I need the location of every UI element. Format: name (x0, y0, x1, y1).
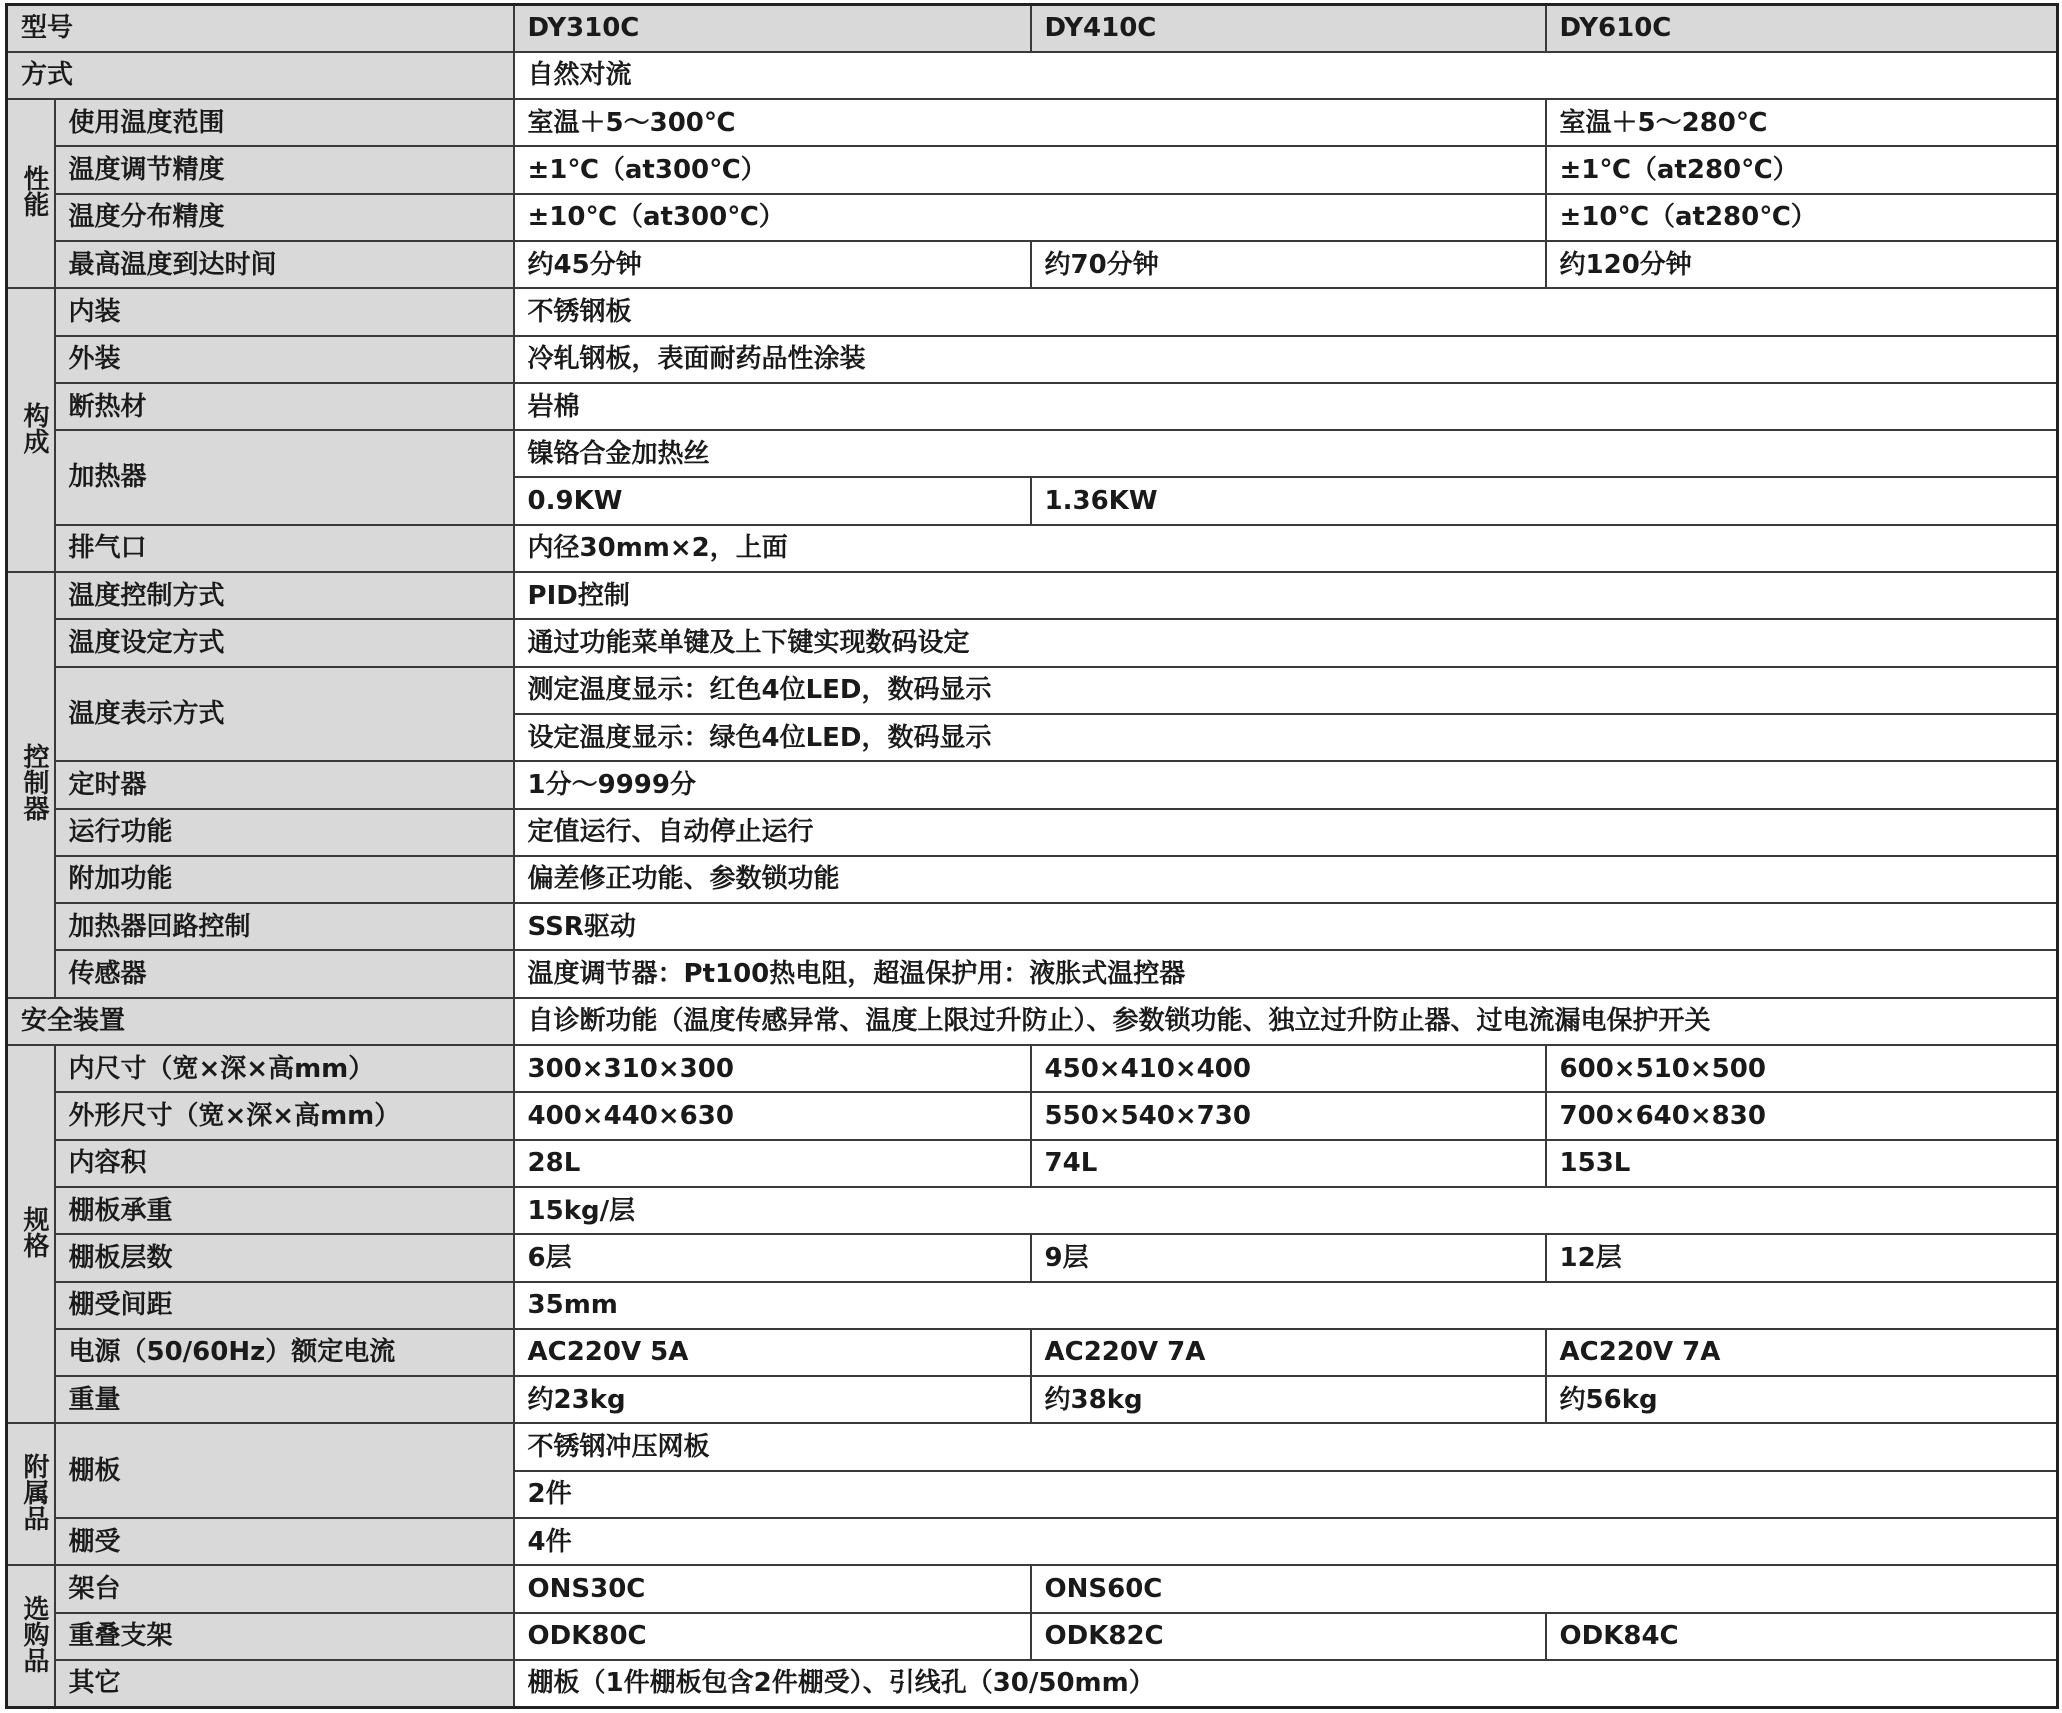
spec-value: ONS30C (514, 1565, 1031, 1612)
spec-row (7, 809, 2058, 856)
spec-row (7, 336, 2058, 383)
spec-value: 内径30mm×2，上面 (514, 525, 2058, 572)
spec-label: 运行功能 (55, 809, 514, 856)
spec-label: 温度表示方式 (55, 667, 514, 762)
spec-row (7, 288, 2058, 335)
spec-value: 4件 (514, 1518, 2058, 1565)
spec-row (7, 99, 2058, 146)
method-label: 方式 (7, 52, 514, 99)
spec-value: 12层 (1546, 1234, 2058, 1281)
safety-value: 自诊断功能（温度传感异常、温度上限过升防止）、参数锁功能、独立过升防止器、过电流漏电保护开关 (514, 998, 2058, 1045)
spec-label: 棚受间距 (55, 1282, 514, 1329)
spec-value: 2件 (514, 1471, 2058, 1518)
category-label: 附属品 (19, 1452, 49, 1531)
spec-row (7, 1329, 2058, 1376)
spec-value: 74L (1031, 1140, 1546, 1187)
spec-value: ODK82C (1031, 1613, 1546, 1660)
spec-row (7, 1565, 2058, 1612)
spec-value: 15kg/层 (514, 1187, 2058, 1234)
spec-value: 300×310×300 (514, 1045, 1031, 1092)
spec-value: 700×640×830 (1546, 1092, 2058, 1139)
spec-value: 不锈钢板 (514, 288, 2058, 335)
spec-row (7, 1518, 2058, 1565)
spec-value: 153L (1546, 1140, 2058, 1187)
spec-value: ONS60C (1031, 1565, 2058, 1612)
spec-value: AC220V 7A (1031, 1329, 1546, 1376)
spec-value: 550×540×730 (1031, 1092, 1546, 1139)
spec-row (7, 1376, 2058, 1423)
spec-label: 重叠支架 (55, 1613, 514, 1660)
spec-value: ODK80C (514, 1613, 1031, 1660)
spec-value: 约120分钟 (1546, 241, 2058, 288)
spec-value: 0.9KW (514, 477, 1031, 524)
spec-value: ±10℃（at300℃） (514, 194, 1546, 241)
spec-value: 约56kg (1546, 1376, 2058, 1423)
spec-value: 冷轧钢板，表面耐药品性涂装 (514, 336, 2058, 383)
spec-value: 约70分钟 (1031, 241, 1546, 288)
spec-row (7, 1187, 2058, 1234)
safety-row (7, 998, 2058, 1045)
spec-value: 通过功能菜单键及上下键实现数码设定 (514, 619, 2058, 666)
category-label: 选购品 (19, 1594, 49, 1673)
spec-row (7, 1140, 2058, 1187)
spec-value: PID控制 (514, 572, 2058, 619)
spec-value: 600×510×500 (1546, 1045, 2058, 1092)
spec-row (7, 1613, 2058, 1660)
spec-label: 温度控制方式 (55, 572, 514, 619)
safety-label: 安全装置 (7, 998, 514, 1045)
spec-row (7, 1423, 2058, 1470)
spec-row (7, 1092, 2058, 1139)
spec-value: ±1℃（at280℃） (1546, 146, 2058, 193)
spec-value: 35mm (514, 1282, 2058, 1329)
spec-label: 加热器回路控制 (55, 903, 514, 950)
header-row (7, 5, 2058, 52)
spec-value: 室温＋5～280℃ (1546, 99, 2058, 146)
spec-row (7, 194, 2058, 241)
model-dy310c: DY310C (514, 5, 1031, 52)
category-accessories (7, 1423, 55, 1565)
spec-row (7, 1660, 2058, 1708)
spec-label: 使用温度范围 (55, 99, 514, 146)
model-dy410c: DY410C (1031, 5, 1546, 52)
spec-label: 附加功能 (55, 856, 514, 903)
spec-label: 排气口 (55, 525, 514, 572)
spec-label: 传感器 (55, 950, 514, 997)
spec-value: 6层 (514, 1234, 1031, 1281)
spec-value: 室温＋5～300℃ (514, 99, 1546, 146)
spec-label: 温度设定方式 (55, 619, 514, 666)
spec-row (7, 146, 2058, 193)
spec-value: ±1℃（at300℃） (514, 146, 1546, 193)
spec-label: 温度分布精度 (55, 194, 514, 241)
spec-label: 架台 (55, 1565, 514, 1612)
spec-row (7, 856, 2058, 903)
spec-row (7, 619, 2058, 666)
spec-row (7, 903, 2058, 950)
spec-label: 其它 (55, 1660, 514, 1708)
category-performance (7, 99, 55, 288)
spec-row (7, 1234, 2058, 1281)
spec-value: 450×410×400 (1031, 1045, 1546, 1092)
spec-label: 外装 (55, 336, 514, 383)
spec-label: 棚板 (55, 1423, 514, 1518)
category-construction (7, 288, 55, 572)
method-row (7, 52, 2058, 99)
category-specs (7, 1045, 55, 1423)
spec-value: 1分～9999分 (514, 761, 2058, 808)
spec-value: 约23kg (514, 1376, 1031, 1423)
spec-value: 温度调节器：Pt100热电阻，超温保护用：液胀式温控器 (514, 950, 2058, 997)
spec-label: 温度调节精度 (55, 146, 514, 193)
spec-value: 岩棉 (514, 383, 2058, 430)
spec-label: 内容积 (55, 1140, 514, 1187)
spec-value: SSR驱动 (514, 903, 2058, 950)
spec-label: 内尺寸（宽×深×高mm） (55, 1045, 514, 1092)
spec-label: 棚受 (55, 1518, 514, 1565)
spec-value: 棚板（1件棚板包含2件棚受）、引线孔（30/50mm） (514, 1660, 2058, 1708)
spec-row (7, 572, 2058, 619)
spec-value: ±10℃（at280℃） (1546, 194, 2058, 241)
category-label: 性能 (19, 165, 49, 218)
spec-label: 棚板层数 (55, 1234, 514, 1281)
model-label: 型号 (7, 5, 514, 52)
category-label: 控制器 (19, 743, 49, 822)
spec-value: AC220V 5A (514, 1329, 1031, 1376)
spec-value: ODK84C (1546, 1613, 2058, 1660)
spec-value: 约45分钟 (514, 241, 1031, 288)
spec-value: 9层 (1031, 1234, 1546, 1281)
spec-label: 定时器 (55, 761, 514, 808)
spec-value: 偏差修正功能、参数锁功能 (514, 856, 2058, 903)
spec-value: 设定温度显示：绿色4位LED，数码显示 (514, 714, 2058, 761)
spec-value: 测定温度显示：红色4位LED，数码显示 (514, 667, 2058, 714)
spec-value: 镍铬合金加热丝 (514, 430, 2058, 477)
spec-value: 400×440×630 (514, 1092, 1031, 1139)
spec-value: 不锈钢冲压网板 (514, 1423, 2058, 1470)
category-label: 规格 (19, 1205, 49, 1258)
spec-row (7, 1282, 2058, 1329)
spec-label: 加热器 (55, 430, 514, 525)
spec-value: 约38kg (1031, 1376, 1546, 1423)
spec-row (7, 950, 2058, 997)
spec-label: 棚板承重 (55, 1187, 514, 1234)
spec-label: 重量 (55, 1376, 514, 1423)
spec-table (5, 3, 2059, 1709)
spec-value: AC220V 7A (1546, 1329, 2058, 1376)
spec-row (7, 1045, 2058, 1092)
spec-label: 内装 (55, 288, 514, 335)
spec-label: 断热材 (55, 383, 514, 430)
category-controller (7, 572, 55, 998)
spec-label: 外形尺寸（宽×深×高mm） (55, 1092, 514, 1139)
spec-row (7, 667, 2058, 714)
spec-row (7, 383, 2058, 430)
spec-row (7, 525, 2058, 572)
spec-label: 最高温度到达时间 (55, 241, 514, 288)
category-options (7, 1565, 55, 1707)
spec-value: 1.36KW (1031, 477, 2058, 524)
spec-row (7, 761, 2058, 808)
spec-value: 定值运行、自动停止运行 (514, 809, 2058, 856)
spec-label: 电源（50/60Hz）额定电流 (55, 1329, 514, 1376)
model-dy610c: DY610C (1546, 5, 2058, 52)
spec-value: 28L (514, 1140, 1031, 1187)
method-value: 自然对流 (514, 52, 2058, 99)
category-label: 构成 (19, 401, 49, 454)
spec-row (7, 241, 2058, 288)
spec-row (7, 430, 2058, 477)
